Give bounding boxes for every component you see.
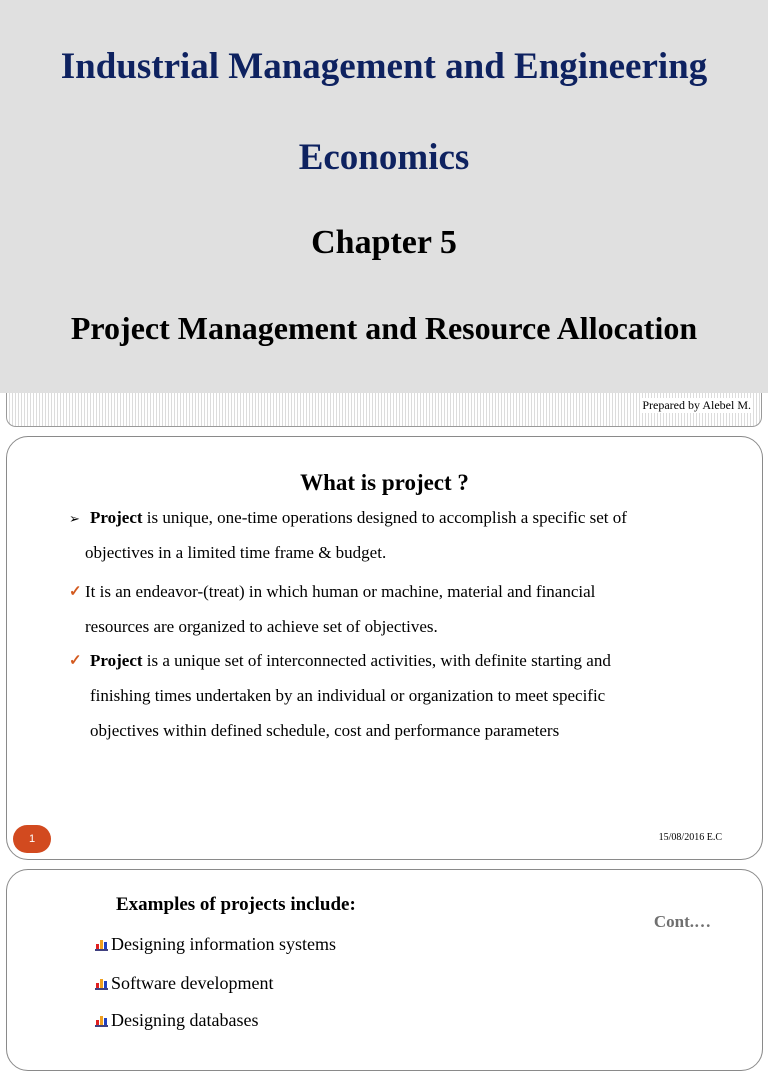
page-number-badge: 1 [13, 825, 51, 853]
slide-what-is-project [6, 436, 763, 860]
list-item [95, 932, 336, 956]
checkmark-icon: ✓ [69, 653, 82, 669]
arrow-bullet-icon: ➢ [69, 511, 80, 526]
bullet-2-line-1: It is an endeavor-(treat) in which human or machine, material and financial [85, 582, 596, 601]
list-item [95, 971, 273, 995]
list-item [95, 1008, 258, 1032]
bullet-1-line-1: Project is unique, one-time operations designed to accomplish a specific set of [90, 508, 627, 527]
bullet-bars-icon [95, 937, 109, 951]
bullet-3-line-2: finishing times undertaken by an individual or organization to meet specific [90, 686, 606, 705]
bullet-3-line-1: Project is a unique set of interconnected activities, with definite starting and [90, 651, 611, 670]
list-item-label: Designing information systems [111, 933, 336, 954]
bullet-1-line-2: objectives in a limited time frame & budget. [85, 543, 387, 562]
checkmark-icon: ✓ [69, 584, 82, 600]
bullet-bars-icon [95, 1013, 109, 1027]
prepared-by: Prepared by Alebel M. [642, 398, 751, 412]
slide-date: 15/08/2016 E.C [658, 832, 722, 843]
bullet-bars-icon [95, 976, 109, 990]
slide-heading: Examples of projects include: [116, 894, 356, 915]
bullet-3-line-3: objectives within defined schedule, cost and performance parameters [90, 721, 560, 740]
title-line-2: Economics [298, 137, 470, 178]
slide-examples-of-projects [6, 869, 763, 1071]
bullet-2-line-2: resources are organized to achieve set of objectives. [85, 617, 438, 636]
list-item-label: Software development [111, 972, 274, 993]
chapter-label: Chapter 5 [311, 224, 457, 261]
title-slide [0, 0, 768, 393]
title-line-1: Industrial Management and Engineering [60, 46, 708, 87]
continued-label: Cont.… [653, 912, 711, 931]
slide-subtitle: Project Management and Resource Allocation [70, 310, 698, 346]
list-item-label: Designing databases [111, 1009, 259, 1030]
slide-heading: What is project ? [300, 470, 469, 495]
title-slide-footer [6, 393, 762, 427]
